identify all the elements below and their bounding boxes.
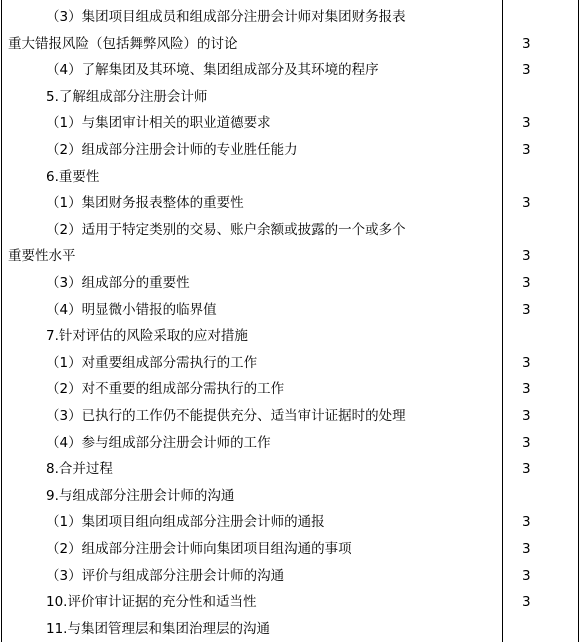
table-row: [0, 137, 583, 163]
row-item-text: （2）适用于特定类别的交易、账户余额或披露的一个或多个: [46, 221, 406, 238]
row-item-text: （3）集团项目组成员和组成部分注册会计师对集团财务报表: [46, 9, 406, 25]
row-item-text: （1）集团财务报表整体的重要性: [46, 195, 244, 212]
row-item-text: 7.针对评估的风险采取的应对措施: [46, 328, 248, 345]
row-item-text: （2）组成部分注册会计师的专业胜任能力: [46, 142, 298, 158]
table-row: [0, 31, 583, 57]
row-item-text: （2）对不重要的组成部分需执行的工作: [46, 381, 285, 398]
row-score: 3: [522, 195, 531, 212]
row-item-text: 8.合并过程: [46, 461, 113, 478]
row-item-text: 6.重要性: [46, 168, 100, 185]
table-row: [0, 217, 583, 243]
table-row: [0, 456, 583, 482]
row-item-text: （2）组成部分注册会计师向集团项目组沟通的事项: [46, 541, 352, 557]
row-item-text: （3）评价与组成部分注册会计师的沟通: [46, 567, 285, 584]
row-score: 3: [522, 567, 531, 584]
table-row: [0, 589, 583, 615]
row-score: 3: [522, 275, 531, 291]
row-score: 3: [522, 594, 531, 611]
table-row: [0, 430, 583, 456]
table-row: [0, 84, 583, 110]
row-item-text: （1）对重要组成部分需执行的工作: [46, 354, 258, 371]
row-item-text: 5.了解组成部分注册会计师: [46, 88, 208, 105]
table-row: [0, 4, 583, 30]
row-item-text: （3）已执行的工作仍不能提供充分、适当审计证据时的处理: [46, 408, 406, 424]
table-row: [0, 243, 583, 269]
row-item-text: 重大错报风险（包括舞弊风险）的讨论: [8, 35, 238, 52]
table-row: [0, 323, 583, 349]
row-score: 3: [522, 248, 531, 265]
row-item-text: （1）与集团审计相关的职业道德要求: [46, 115, 271, 132]
row-item-text: （1）集团项目组向组成部分注册会计师的通报: [46, 514, 325, 531]
table-row: [0, 616, 583, 642]
table-row: [0, 483, 583, 509]
table-row: [0, 403, 583, 429]
table-row: [0, 563, 583, 589]
table-row: [0, 57, 583, 83]
table-row: [0, 190, 583, 216]
table-row: [0, 297, 583, 323]
row-item-text: 11.与集团管理层和集团治理层的沟通: [46, 620, 270, 637]
row-score: 3: [522, 354, 531, 371]
row-score: 3: [522, 381, 531, 398]
table-row: [0, 350, 583, 376]
row-item-text: （4）明显微小错报的临界值: [46, 301, 217, 318]
row-score: 3: [522, 514, 531, 531]
row-item-text: （4）了解集团及其环境、集团组成部分及其环境的程序: [46, 62, 379, 79]
table-row: [0, 536, 583, 562]
row-item-text: 10.评价审计证据的充分性和适当性: [46, 594, 257, 611]
row-score: 3: [522, 434, 531, 451]
table-row: [0, 270, 583, 296]
row-score: 3: [522, 408, 531, 424]
row-score: 3: [522, 62, 531, 79]
table-row: [0, 164, 583, 190]
row-score: 3: [522, 35, 531, 52]
row-item-text: 9.与组成部分注册会计师的沟通: [46, 487, 235, 504]
table-row: [0, 376, 583, 402]
row-score: 3: [522, 115, 531, 132]
row-item-text: （3）组成部分的重要性: [46, 275, 190, 291]
row-item-text: 重要性水平: [8, 248, 76, 265]
table-row: [0, 509, 583, 535]
row-score: 3: [522, 301, 531, 318]
row-score: 3: [522, 541, 531, 557]
row-score: 3: [522, 461, 531, 478]
row-score: 3: [522, 142, 531, 158]
table-row: [0, 110, 583, 136]
row-item-text: （4）参与组成部分注册会计师的工作: [46, 434, 271, 451]
